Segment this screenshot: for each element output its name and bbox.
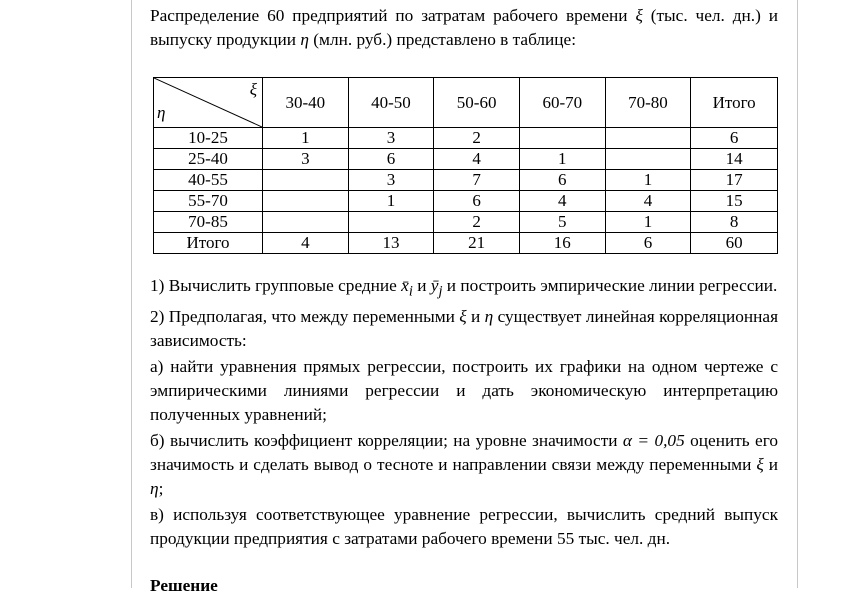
- row-label-cell: 55-70: [154, 191, 263, 212]
- corner-header-cell: [154, 78, 263, 128]
- table-cell: 1: [519, 149, 605, 170]
- row-label-cell: 25-40: [154, 149, 263, 170]
- eta-symbol: η: [484, 307, 494, 327]
- column-header: 60-70: [519, 78, 605, 128]
- task-2-and: и: [471, 307, 481, 327]
- task-b-text-b: оценить его значимость и сделать вывод о тесноте и направлении связи между переменными: [150, 431, 779, 475]
- table-cell: 4: [263, 233, 349, 254]
- x-bar-symbol: $x̄_i$: [401, 276, 413, 300]
- left-page-border: [131, 0, 132, 588]
- task-2-text-b: существует линейная корреляционная зависимость:: [150, 307, 779, 351]
- table-cell: 3: [348, 128, 434, 149]
- table-cell: [605, 149, 691, 170]
- task-b-text-a: б) вычислить коэффициент корреляции; на уровне значимости: [150, 431, 618, 451]
- table-cell: 7: [434, 170, 520, 191]
- task-1-and: и: [417, 276, 427, 295]
- task-2: [150, 305, 778, 353]
- task-1-text-a: 1) Вычислить групповые средние: [150, 276, 397, 295]
- table-cell: [348, 212, 434, 233]
- table-cell: [519, 128, 605, 149]
- intro-text-2: (тыс. чел. дн.) и выпуску продукции: [150, 6, 778, 49]
- table-cell: 15: [691, 191, 778, 212]
- task-list: [150, 274, 778, 551]
- table-row: [154, 191, 778, 212]
- task-b: [150, 429, 778, 501]
- eta-symbol: η: [300, 30, 309, 49]
- task-2-text-a: 2) Предполагая, что между переменными: [150, 307, 455, 327]
- alpha-value: α = 0,05: [622, 431, 685, 451]
- row-label-cell: Итого: [154, 233, 263, 254]
- table-cell: 1: [605, 212, 691, 233]
- table-row: [154, 170, 778, 191]
- solution-heading: Решение: [150, 576, 218, 596]
- table-cell: 3: [348, 170, 434, 191]
- table-cell: 14: [691, 149, 778, 170]
- column-header: Итого: [691, 78, 778, 128]
- right-page-border: [797, 0, 798, 588]
- table-cell: 6: [519, 170, 605, 191]
- table-cell: 60: [691, 233, 778, 254]
- row-label-cell: 40-55: [154, 170, 263, 191]
- task-c: в) используя соответствующее уравнение регрессии, вычислить средний выпуск продукции предприятия с затратами рабочего времени 55 тыс. чел. дн.: [150, 505, 778, 549]
- table-cell: 3: [263, 149, 349, 170]
- xi-symbol: ξ: [459, 307, 467, 327]
- table-cell: [263, 191, 349, 212]
- table-row: [154, 233, 778, 254]
- table-cell: 1: [605, 170, 691, 191]
- task-b-and: и: [768, 455, 778, 475]
- table-cell: 2: [434, 128, 520, 149]
- table-cell: [263, 212, 349, 233]
- table-cell: 16: [519, 233, 605, 254]
- table-cell: 4: [605, 191, 691, 212]
- table-cell: 2: [434, 212, 520, 233]
- column-header: 40-50: [348, 78, 434, 128]
- xi-symbol: ξ: [756, 455, 764, 475]
- table-cell: [263, 170, 349, 191]
- table-cell: [605, 128, 691, 149]
- table-cell: 1: [263, 128, 349, 149]
- row-label-cell: 70-85: [154, 212, 263, 233]
- table-cell: 4: [519, 191, 605, 212]
- diagonal-line: [154, 78, 262, 127]
- intro-paragraph: [150, 4, 778, 52]
- column-header: 50-60: [434, 78, 520, 128]
- column-header: 30-40: [263, 78, 349, 128]
- xi-symbol: ξ: [635, 6, 643, 25]
- table-cell: 1: [348, 191, 434, 212]
- table-cell: 8: [691, 212, 778, 233]
- table-cell: 13: [348, 233, 434, 254]
- table-row: [154, 128, 778, 149]
- table-row: [154, 149, 778, 170]
- table-cell: 6: [434, 191, 520, 212]
- table-cell: 5: [519, 212, 605, 233]
- document-page: [150, 4, 778, 598]
- column-header: 70-80: [605, 78, 691, 128]
- table-cell: 6: [691, 128, 778, 149]
- table-cell: 17: [691, 170, 778, 191]
- corner-xi-label: ξ: [249, 80, 257, 99]
- table-header-row: [154, 78, 778, 128]
- table-cell: 4: [434, 149, 520, 170]
- eta-symbol: η: [150, 479, 159, 499]
- table-cell: 21: [434, 233, 520, 254]
- table-cell: 6: [348, 149, 434, 170]
- task-1: [150, 274, 778, 303]
- task-b-end: ;: [158, 479, 164, 499]
- y-bar-symbol: $ȳ_j$: [430, 276, 443, 300]
- intro-text-3: (млн. руб.) представлено в таблице:: [313, 30, 577, 49]
- row-label-cell: 10-25: [154, 128, 263, 149]
- task-1-text-b: и построить эмпирические линии регрессии.: [446, 276, 778, 295]
- task-a: а) найти уравнения прямых регрессии, построить их графики на одном чертеже с эмпирическими линиями регрессии и дать экономическую интерпретацию полученных уравнений;: [150, 357, 778, 425]
- table-cell: 6: [605, 233, 691, 254]
- corner-eta-label: η: [157, 103, 166, 122]
- intro-text-1: Распределение 60 предприятий по затратам рабочего времени: [150, 6, 628, 25]
- distribution-table: [153, 77, 778, 254]
- table-row: [154, 212, 778, 233]
